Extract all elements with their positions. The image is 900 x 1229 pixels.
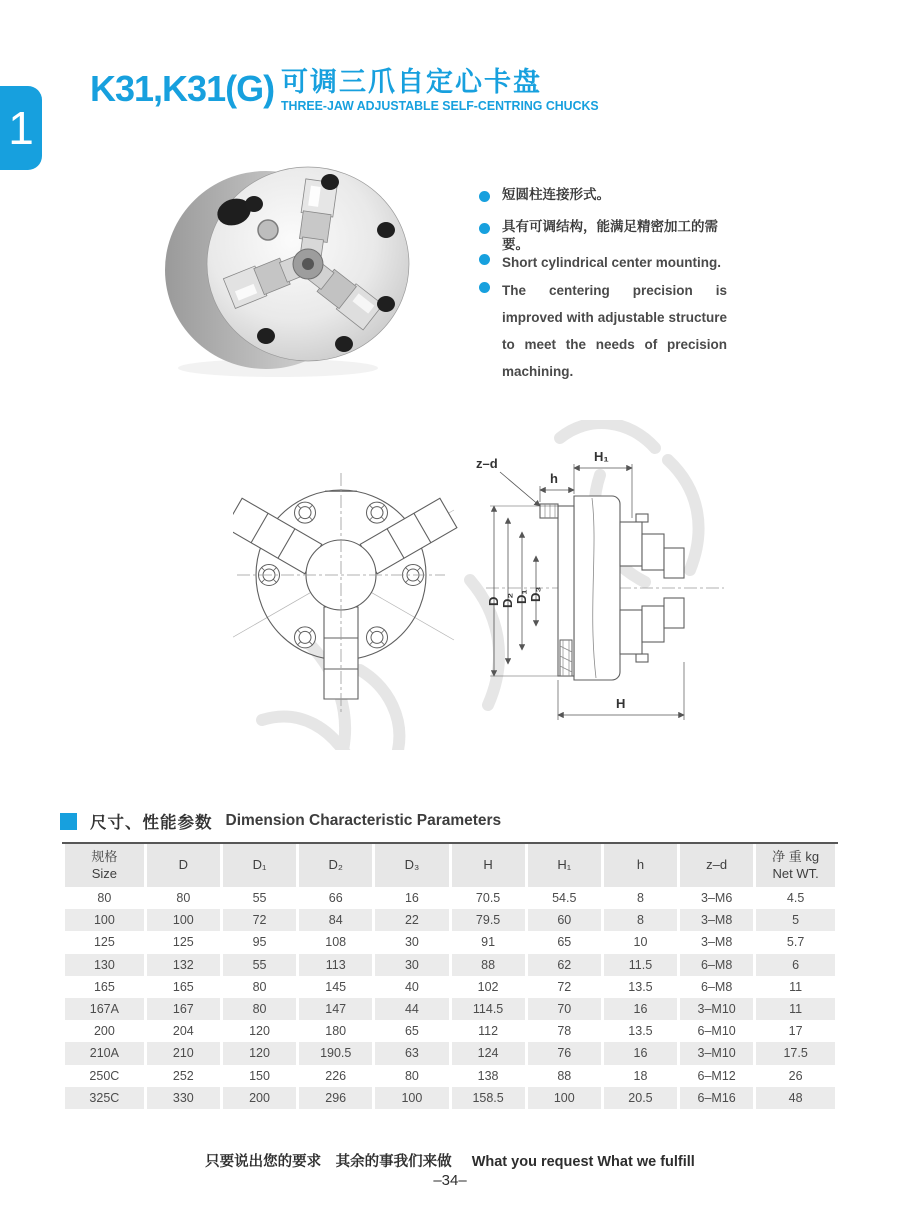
section-heading-chinese: 尺寸、性能参数 [90,814,213,832]
column-header: 净 重 kg Net WT. [756,844,835,887]
table-cell: 80 [223,998,296,1020]
column-header: D [147,844,220,887]
table-cell: 100 [528,1087,601,1109]
table-cell: 100 [375,1087,448,1109]
table-cell: 250C [89,1068,120,1083]
table-cell: 167 [147,998,220,1020]
table-cell: 102 [477,979,499,994]
table-cell: 44 [375,998,448,1020]
table-cell: 180 [325,1024,347,1039]
table-row [65,976,835,998]
table-cell: 120 [223,1042,296,1064]
section-heading [60,809,501,833]
table-cell: 125 [172,935,194,950]
table-row [65,909,835,931]
feature-text: 具有可调结构，能满足精密加工的需要。 [502,219,718,252]
dimension-table [62,844,838,1109]
column-header: H₁ [528,844,601,887]
table-cell: 26 [788,1068,803,1083]
table-cell: 91 [481,935,496,950]
dim-label-D: D [486,596,501,606]
table-cell: 200 [223,1087,296,1109]
dim-label-H: H [616,696,626,711]
table-cell: 6 [756,954,835,976]
table-cell: 66 [328,891,343,906]
bullet-icon [479,254,490,265]
table-cell: 55 [223,954,296,976]
table-cell: 72 [223,909,296,931]
column-header: D₂ [299,844,372,887]
table-cell: 70.5 [475,891,501,906]
table-cell: 13.5 [628,979,653,994]
table-cell: 3–M8 [701,935,733,950]
table-cell: 130 [65,954,144,976]
footer-slogan [0,1150,900,1171]
table-header-row [65,844,835,887]
table-cell: 16 [404,891,419,906]
table-cell: 54.5 [552,891,577,906]
table-row [65,1065,835,1087]
table-cell: 72 [557,979,572,994]
table-cell: 62 [528,954,601,976]
table-cell: 210A [65,1042,144,1064]
table-cell: 11 [789,979,803,994]
feature-item-en [479,249,727,276]
table-cell: 48 [756,1087,835,1109]
table-cell: 5.7 [786,935,805,950]
table-cell: 17 [788,1024,803,1039]
page-number: –34– [433,1172,467,1189]
table-cell: 80 [176,891,191,906]
table-cell: 165 [93,979,115,994]
table-cell: 114.5 [452,998,525,1020]
table-cell: 76 [528,1042,601,1064]
table-cell: 325C [65,1087,144,1109]
table-cell: 16 [604,998,677,1020]
dim-label-h: h [550,471,558,486]
table-cell: 190.5 [299,1042,372,1064]
table-cell: 252 [172,1068,194,1083]
table-cell: 165 [172,979,194,994]
chapter-number: 1 [8,102,34,154]
table-cell: 3–M6 [701,891,733,906]
table-cell: 22 [375,909,448,931]
table-cell: 10 [633,935,648,950]
product-photo [148,158,438,391]
feature-item-cn [479,186,727,204]
table-cell: 13.5 [628,1024,653,1039]
table-cell: 63 [375,1042,448,1064]
table-cell: 108 [325,935,347,950]
table-cell: 78 [557,1024,572,1039]
table-cell: 8 [604,909,677,931]
dim-label-h1: H₁ [594,449,609,464]
table-cell: 226 [325,1068,347,1083]
column-header: z–d [680,844,753,887]
table-cell: 6–M12 [697,1068,736,1083]
table-cell: 132 [147,954,220,976]
table-cell: 204 [172,1024,194,1039]
table-cell: 112 [478,1024,499,1039]
table-row [65,1087,835,1109]
table-cell: 120 [249,1024,270,1039]
table-cell: 84 [299,909,372,931]
feature-list-en [479,249,727,386]
table-cell: 11 [756,998,835,1020]
bullet-icon [479,223,490,234]
table-cell: 88 [452,954,525,976]
table-cell: 113 [299,954,372,976]
table-cell: 70 [528,998,601,1020]
table-row [65,887,835,909]
table-cell: 17.5 [756,1042,835,1064]
table-cell: 150 [249,1068,270,1083]
table-cell: 40 [404,979,419,994]
table-cell: 4.5 [786,891,805,906]
table-cell: 100 [147,909,220,931]
column-header: 规格 Size [65,844,144,887]
table-cell: 124 [452,1042,525,1064]
table-cell: 330 [147,1087,220,1109]
table-cell: 6–M8 [680,954,753,976]
footer-slogan-english: What you request What we fulfill [471,1154,695,1170]
front-view-drawing [233,473,465,715]
footer-slogan-chinese: 只要说出您的要求 其余的事我们来做 [205,1154,452,1170]
page-title-english: THREE-JAW ADJUSTABLE SELF-CENTRING CHUCKS [281,98,599,113]
dimension-table-wrap [62,842,838,1109]
table-cell: 100 [65,909,144,931]
table-cell: 11.5 [604,954,677,976]
bullet-icon [479,191,490,202]
table-cell: 20.5 [604,1087,677,1109]
page-title-chinese: 可调三爪自定心卡盘 [281,67,542,97]
feature-item-en [479,277,727,385]
feature-text: The centering precision is improved with adjustable structure to meet the needs of precision machining. [502,283,727,379]
table-cell: 60 [528,909,601,931]
column-header: D₁ [223,844,296,887]
product-photo-image [148,158,438,386]
table-row [65,998,835,1020]
table-cell: 200 [93,1024,115,1039]
table-row [65,954,835,976]
table-cell: 80 [252,979,267,994]
table-cell: 158.5 [452,1087,525,1109]
table-cell: 125 [93,935,115,950]
table-cell: 80 [97,891,112,906]
table-cell: 95 [252,935,267,950]
table-cell: 80 [404,1068,419,1083]
section-bullet-icon [60,813,77,830]
table-cell: 210 [147,1042,220,1064]
table-cell: 145 [325,979,347,994]
bullet-icon [479,282,490,293]
table-cell: 65 [557,935,572,950]
table-cell: 8 [636,891,644,906]
table-cell: 167A [65,998,144,1020]
table-cell: 30 [375,954,448,976]
table-cell: 6–M10 [697,1024,736,1039]
column-header: h [604,844,677,887]
table-cell: 88 [557,1068,572,1083]
table-row [65,1020,835,1042]
dim-label-D3: D₃ [528,586,543,602]
table-cell: 3–M10 [680,1042,753,1064]
table-cell: 3–M10 [680,998,753,1020]
dim-label-D2: D₂ [500,592,515,608]
table-cell: 55 [252,891,267,906]
table-cell: 147 [299,998,372,1020]
table-cell: 6–M8 [701,979,733,994]
chapter-tab [0,86,42,170]
table-cell: 5 [756,909,835,931]
table-cell: 16 [604,1042,677,1064]
feature-text: 短圆柱连接形式。 [502,187,610,202]
section-view-drawing [466,430,730,740]
feature-text: Short cylindrical center mounting. [502,255,722,270]
table-cell: 79.5 [452,909,525,931]
table-cell: 6–M16 [680,1087,753,1109]
column-header: H [452,844,525,887]
dim-label-zd: z–d [476,456,498,471]
table-row [65,1042,835,1064]
table-cell: 138 [477,1068,499,1083]
table-cell: 3–M8 [680,909,753,931]
table-cell: 296 [299,1087,372,1109]
table-cell: 18 [633,1068,648,1083]
table-row [65,931,835,953]
table-cell: 65 [404,1024,419,1039]
section-heading-english: Dimension Characteristic Parameters [225,812,502,829]
dim-label-D1: D₁ [514,589,529,604]
column-header: D₃ [375,844,448,887]
model-title: K31,K31(G) [90,68,275,109]
table-cell: 30 [404,935,419,950]
